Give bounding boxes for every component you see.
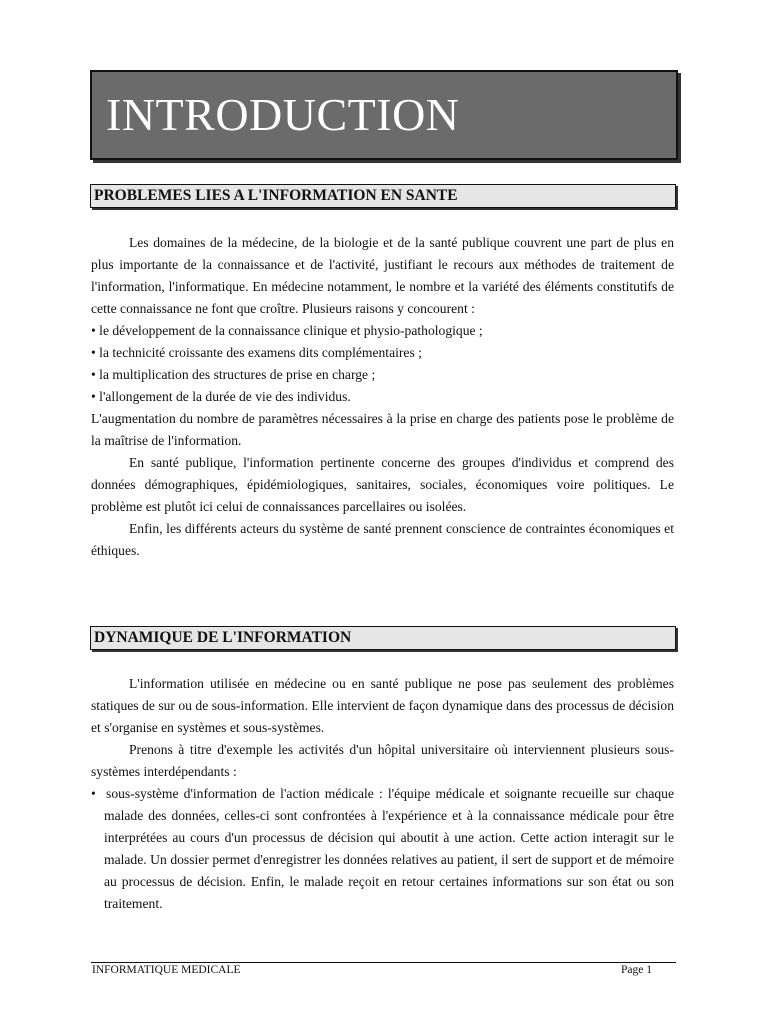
list-item: • l'allongement de la durée de vie des individus. [91, 386, 674, 408]
section-heading-box [90, 184, 676, 208]
section-body [91, 232, 674, 562]
footer-title: INFORMATIQUE MEDICALE [92, 964, 241, 976]
page-title-banner [90, 70, 678, 160]
list-item: • le développement de la connaissance clinique et physio-pathologique ; [91, 320, 674, 342]
bullet-list [91, 320, 674, 408]
list-item: • la technicité croissante des examens dits complémentaires ; [91, 342, 674, 364]
section-body [91, 673, 674, 915]
bullet-list [91, 783, 674, 915]
paragraph: L'information utilisée en médecine ou en santé publique ne pose pas seulement des problèmes statiques de sur ou de sous-information. Elle intervient de façon dynamique dans des processus de décision et s'organise en systèmes et sous-systèmes. [91, 676, 674, 735]
list-item: • sous-système d'information de l'action médicale : l'équipe médicale et soignante recueille sur chaque malade des données, celles-ci sont confrontées à l'expérience et à la connaissance médicale pour être interprétées au cours d'un processus de décision qui aboutit à une action. Cette action interagit sur le malade. Un dossier permet d'enregistrer les données relatives au patient, il sert de support et de mémoire au processus de décision. Enfin, le malade reçoit en retour certaines informations sur son état ou son traitement. [91, 783, 674, 915]
section-heading: DYNAMIQUE DE L'INFORMATION [94, 629, 352, 646]
paragraph: En santé publique, l'information pertinente concerne des groupes d'individus et comprend des données démographiques, épidémiologiques, sanitaires, sociales, économiques voire politiques. Le problème est plutôt ici celui de connaissances parcellaires ou isolées. [91, 455, 674, 514]
list-item: • la multiplication des structures de prise en charge ; [91, 364, 674, 386]
page-footer [91, 962, 676, 976]
paragraph: Enfin, les différents acteurs du système de santé prennent conscience de contraintes économiques et éthiques. [91, 521, 674, 558]
paragraph: Prenons à titre d'exemple les activités d'un hôpital universitaire où interviennent plusieurs sous-systèmes interdépendants : [91, 742, 674, 779]
page-title: INTRODUCTION [106, 89, 460, 140]
paragraph: Les domaines de la médecine, de la biologie et de la santé publique couvrent une part de plus en plus importante de la connaissance et de l'activité, justifiant le recours aux méthodes de traitement de l'information, l'informatique. En médecine notamment, le nombre et la variété des éléments constitutifs de cette connaissance ne font que croître. Plusieurs raisons y concourent : [91, 235, 674, 316]
section-heading: PROBLEMES LIES A L'INFORMATION EN SANTE [94, 187, 458, 204]
section-heading-box [90, 626, 676, 650]
paragraph: L'augmentation du nombre de paramètres nécessaires à la prise en charge des patients pose le problème de la maîtrise de l'information. [91, 411, 674, 448]
page-number: Page 1 [621, 964, 652, 976]
